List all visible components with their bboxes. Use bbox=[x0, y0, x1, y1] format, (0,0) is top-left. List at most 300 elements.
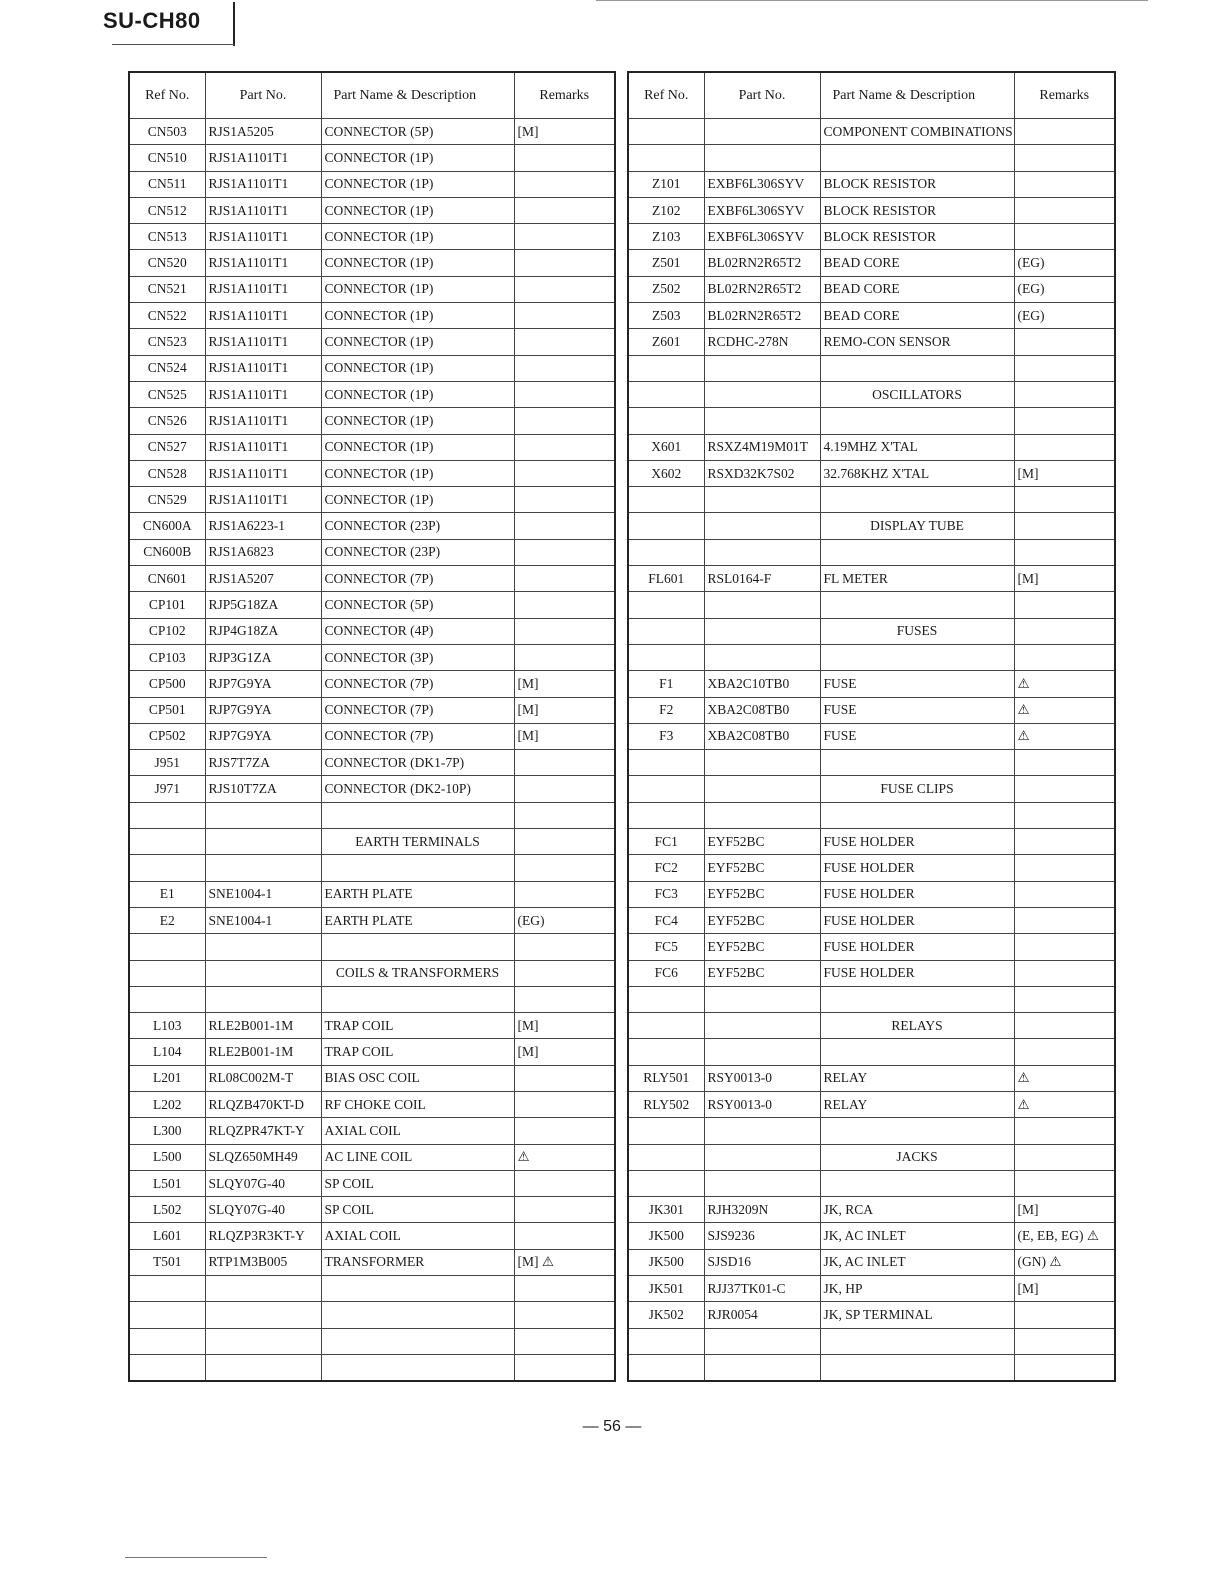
remarks-cell bbox=[1014, 1170, 1115, 1196]
part-cell: RCDHC-278N bbox=[704, 329, 820, 355]
part-cell: RJS1A1101T1 bbox=[205, 460, 321, 486]
desc-cell: BEAD CORE bbox=[820, 303, 1014, 329]
desc-cell: CONNECTOR (1P) bbox=[321, 381, 514, 407]
desc-cell: TRANSFORMER bbox=[321, 1249, 514, 1275]
parts-table-left bbox=[128, 71, 616, 1382]
header-remarks: Remarks bbox=[514, 72, 615, 119]
table-row bbox=[129, 1013, 615, 1039]
desc-cell bbox=[820, 1170, 1014, 1196]
table-row bbox=[129, 1354, 615, 1381]
desc-cell: CONNECTOR (1P) bbox=[321, 250, 514, 276]
desc-cell: CONNECTOR (1P) bbox=[321, 145, 514, 171]
desc-cell: CONNECTOR (7P) bbox=[321, 723, 514, 749]
desc-cell: CONNECTOR (1P) bbox=[321, 276, 514, 302]
model-underline bbox=[112, 44, 234, 45]
table-row bbox=[628, 1354, 1115, 1381]
empty-cell bbox=[628, 513, 704, 539]
remarks-cell bbox=[514, 881, 615, 907]
ref-cell bbox=[129, 1302, 205, 1328]
empty-cell bbox=[704, 618, 820, 644]
empty-cell bbox=[704, 513, 820, 539]
ref-cell bbox=[628, 750, 704, 776]
desc-cell bbox=[820, 592, 1014, 618]
desc-cell: FUSE HOLDER bbox=[820, 907, 1014, 933]
remarks-cell: [M] bbox=[514, 119, 615, 145]
ref-cell: CN512 bbox=[129, 197, 205, 223]
ref-cell bbox=[129, 1328, 205, 1354]
ref-cell: Z102 bbox=[628, 197, 704, 223]
part-cell bbox=[205, 802, 321, 828]
remarks-cell bbox=[1014, 1302, 1115, 1328]
ref-cell: CN601 bbox=[129, 566, 205, 592]
table-row bbox=[129, 1197, 615, 1223]
ref-cell: CN525 bbox=[129, 381, 205, 407]
part-cell bbox=[704, 1039, 820, 1065]
part-cell: RJS1A1101T1 bbox=[205, 355, 321, 381]
empty-cell bbox=[1014, 1013, 1115, 1039]
empty-cell bbox=[704, 776, 820, 802]
ref-cell bbox=[628, 986, 704, 1012]
remarks-cell bbox=[514, 197, 615, 223]
ref-cell: L201 bbox=[129, 1065, 205, 1091]
part-cell: RJP3G1ZA bbox=[205, 644, 321, 670]
desc-cell: CONNECTOR (1P) bbox=[321, 434, 514, 460]
table-row bbox=[628, 697, 1115, 723]
table-row bbox=[628, 723, 1115, 749]
remarks-cell bbox=[1014, 1118, 1115, 1144]
remarks-cell bbox=[1014, 197, 1115, 223]
section-heading: OSCILLATORS bbox=[820, 381, 1014, 407]
desc-cell: CONNECTOR (4P) bbox=[321, 618, 514, 644]
part-cell bbox=[704, 986, 820, 1012]
part-cell: RJS1A5205 bbox=[205, 119, 321, 145]
part-cell: RLQZPR47KT-Y bbox=[205, 1118, 321, 1144]
empty-cell bbox=[1014, 618, 1115, 644]
section-row bbox=[628, 776, 1115, 802]
part-cell bbox=[704, 644, 820, 670]
remarks-cell bbox=[1014, 802, 1115, 828]
remarks-cell: [M] bbox=[514, 1013, 615, 1039]
remarks-cell: [M] bbox=[514, 723, 615, 749]
desc-cell bbox=[820, 1118, 1014, 1144]
table-row bbox=[129, 750, 615, 776]
part-cell: RJS1A1101T1 bbox=[205, 434, 321, 460]
ref-cell bbox=[129, 1354, 205, 1381]
table-row bbox=[628, 1223, 1115, 1249]
remarks-cell bbox=[1014, 539, 1115, 565]
remarks-cell: [M] bbox=[514, 671, 615, 697]
remarks-cell bbox=[1014, 434, 1115, 460]
table-row bbox=[129, 1170, 615, 1196]
desc-cell: BEAD CORE bbox=[820, 276, 1014, 302]
remarks-cell bbox=[1014, 829, 1115, 855]
table-row bbox=[628, 960, 1115, 986]
ref-cell: Z501 bbox=[628, 250, 704, 276]
empty-cell bbox=[628, 119, 704, 145]
part-cell: RJS1A1101T1 bbox=[205, 381, 321, 407]
ref-cell: FC5 bbox=[628, 934, 704, 960]
ref-cell bbox=[129, 934, 205, 960]
ref-cell bbox=[628, 802, 704, 828]
ref-cell bbox=[628, 1354, 704, 1381]
part-cell: EYF52BC bbox=[704, 960, 820, 986]
desc-cell bbox=[820, 986, 1014, 1012]
part-cell: RJP7G9YA bbox=[205, 723, 321, 749]
table-row bbox=[628, 1065, 1115, 1091]
remarks-cell bbox=[1014, 750, 1115, 776]
table-row bbox=[628, 1276, 1115, 1302]
ref-cell: CN510 bbox=[129, 145, 205, 171]
ref-cell bbox=[628, 592, 704, 618]
table-row bbox=[628, 644, 1115, 670]
ref-cell: FC2 bbox=[628, 855, 704, 881]
ref-cell bbox=[628, 1170, 704, 1196]
remarks-cell: [M] bbox=[514, 697, 615, 723]
ref-cell: F1 bbox=[628, 671, 704, 697]
desc-cell bbox=[321, 802, 514, 828]
part-cell bbox=[704, 1354, 820, 1381]
desc-cell: CONNECTOR (7P) bbox=[321, 697, 514, 723]
desc-cell bbox=[820, 355, 1014, 381]
empty-cell bbox=[704, 119, 820, 145]
table-row bbox=[129, 618, 615, 644]
remarks-cell: (GN) ⚠ bbox=[1014, 1249, 1115, 1275]
desc-cell: CONNECTOR (1P) bbox=[321, 303, 514, 329]
desc-cell: JK, AC INLET bbox=[820, 1249, 1014, 1275]
remarks-cell bbox=[514, 618, 615, 644]
ref-cell: CN522 bbox=[129, 303, 205, 329]
part-cell: XBA2C08TB0 bbox=[704, 723, 820, 749]
table-row bbox=[628, 934, 1115, 960]
part-cell bbox=[704, 750, 820, 776]
table-row bbox=[129, 303, 615, 329]
desc-cell: CONNECTOR (1P) bbox=[321, 224, 514, 250]
desc-cell: RF CHOKE COIL bbox=[321, 1091, 514, 1117]
part-cell: RLQZP3R3KT-Y bbox=[205, 1223, 321, 1249]
table-row bbox=[628, 197, 1115, 223]
desc-cell bbox=[321, 1302, 514, 1328]
part-cell: RJS1A1101T1 bbox=[205, 276, 321, 302]
section-row bbox=[628, 1013, 1115, 1039]
remarks-cell bbox=[514, 460, 615, 486]
ref-cell: CN520 bbox=[129, 250, 205, 276]
desc-cell: TRAP COIL bbox=[321, 1039, 514, 1065]
empty-cell bbox=[129, 960, 205, 986]
table-row bbox=[628, 487, 1115, 513]
remarks-cell bbox=[514, 276, 615, 302]
ref-cell bbox=[129, 802, 205, 828]
table-row bbox=[129, 1039, 615, 1065]
table-row bbox=[129, 1276, 615, 1302]
remarks-cell bbox=[514, 592, 615, 618]
section-heading: FUSE CLIPS bbox=[820, 776, 1014, 802]
ref-cell: CN524 bbox=[129, 355, 205, 381]
table-row bbox=[628, 907, 1115, 933]
remarks-cell bbox=[514, 487, 615, 513]
remarks-cell bbox=[1014, 487, 1115, 513]
table-row bbox=[129, 119, 615, 145]
part-cell bbox=[205, 1276, 321, 1302]
part-cell: BL02RN2R65T2 bbox=[704, 276, 820, 302]
desc-cell: CONNECTOR (1P) bbox=[321, 171, 514, 197]
ref-cell bbox=[628, 355, 704, 381]
table-row bbox=[628, 829, 1115, 855]
ref-cell: JK301 bbox=[628, 1197, 704, 1223]
bottom-rule bbox=[125, 1557, 267, 1558]
remarks-cell bbox=[1014, 224, 1115, 250]
remarks-cell bbox=[1014, 171, 1115, 197]
remarks-cell bbox=[514, 224, 615, 250]
empty-cell bbox=[205, 829, 321, 855]
table-row bbox=[129, 329, 615, 355]
desc-cell: SP COIL bbox=[321, 1197, 514, 1223]
header-desc: Part Name & Description bbox=[820, 72, 1014, 119]
ref-cell: E1 bbox=[129, 881, 205, 907]
table-row bbox=[129, 644, 615, 670]
remarks-cell: ⚠ bbox=[1014, 1065, 1115, 1091]
table-row bbox=[628, 250, 1115, 276]
ref-cell: Z101 bbox=[628, 171, 704, 197]
remarks-cell bbox=[514, 1302, 615, 1328]
ref-cell bbox=[628, 1039, 704, 1065]
table-row bbox=[129, 566, 615, 592]
ref-cell: L103 bbox=[129, 1013, 205, 1039]
remarks-cell bbox=[514, 1276, 615, 1302]
desc-cell: EARTH PLATE bbox=[321, 881, 514, 907]
table-row bbox=[628, 276, 1115, 302]
table-row bbox=[129, 1144, 615, 1170]
table-row bbox=[129, 881, 615, 907]
table-row bbox=[129, 171, 615, 197]
ref-cell: L104 bbox=[129, 1039, 205, 1065]
desc-cell: 4.19MHZ X'TAL bbox=[820, 434, 1014, 460]
section-row bbox=[628, 618, 1115, 644]
part-cell: RJS7T7ZA bbox=[205, 750, 321, 776]
desc-cell: EARTH PLATE bbox=[321, 907, 514, 933]
part-cell: BL02RN2R65T2 bbox=[704, 250, 820, 276]
table-row bbox=[628, 460, 1115, 486]
table-row bbox=[628, 1197, 1115, 1223]
table-row bbox=[129, 1065, 615, 1091]
desc-cell: JK, HP bbox=[820, 1276, 1014, 1302]
table-row bbox=[628, 145, 1115, 171]
section-heading: RELAYS bbox=[820, 1013, 1014, 1039]
desc-cell: FUSE HOLDER bbox=[820, 829, 1014, 855]
desc-cell bbox=[321, 986, 514, 1012]
table-row bbox=[628, 592, 1115, 618]
part-cell: RJS1A6223-1 bbox=[205, 513, 321, 539]
remarks-cell bbox=[514, 250, 615, 276]
ref-cell bbox=[129, 1276, 205, 1302]
header-ref: Ref No. bbox=[129, 72, 205, 119]
remarks-cell bbox=[514, 1091, 615, 1117]
remarks-cell: [M] bbox=[1014, 1276, 1115, 1302]
remarks-cell: (EG) bbox=[1014, 276, 1115, 302]
desc-cell bbox=[820, 1354, 1014, 1381]
empty-cell bbox=[514, 829, 615, 855]
table-row bbox=[628, 566, 1115, 592]
part-cell bbox=[704, 1118, 820, 1144]
ref-cell bbox=[129, 855, 205, 881]
table-header bbox=[129, 72, 615, 119]
part-cell bbox=[704, 592, 820, 618]
remarks-cell: ⚠ bbox=[1014, 1091, 1115, 1117]
table-row bbox=[129, 355, 615, 381]
remarks-cell: ⚠ bbox=[514, 1144, 615, 1170]
ref-cell: FC1 bbox=[628, 829, 704, 855]
remarks-cell bbox=[514, 934, 615, 960]
table-row bbox=[129, 671, 615, 697]
part-cell: RJR0054 bbox=[704, 1302, 820, 1328]
empty-cell bbox=[205, 960, 321, 986]
empty-cell bbox=[1014, 1144, 1115, 1170]
remarks-cell bbox=[1014, 934, 1115, 960]
table-row bbox=[129, 539, 615, 565]
table-row bbox=[628, 434, 1115, 460]
table-row bbox=[628, 408, 1115, 434]
table-row bbox=[129, 907, 615, 933]
parts-table-right bbox=[627, 71, 1116, 1382]
header-desc: Part Name & Description bbox=[321, 72, 514, 119]
remarks-cell bbox=[514, 750, 615, 776]
table-row bbox=[628, 224, 1115, 250]
table-row bbox=[129, 1118, 615, 1144]
part-cell: EYF52BC bbox=[704, 907, 820, 933]
table-row bbox=[628, 1302, 1115, 1328]
section-heading: DISPLAY TUBE bbox=[820, 513, 1014, 539]
part-cell: RJS1A1101T1 bbox=[205, 171, 321, 197]
part-cell: RJH3209N bbox=[704, 1197, 820, 1223]
desc-cell: CONNECTOR (1P) bbox=[321, 408, 514, 434]
remarks-cell bbox=[514, 986, 615, 1012]
table-row bbox=[129, 460, 615, 486]
remarks-cell bbox=[514, 855, 615, 881]
table-row bbox=[628, 539, 1115, 565]
ref-cell: CN600A bbox=[129, 513, 205, 539]
ref-cell: T501 bbox=[129, 1249, 205, 1275]
remarks-cell bbox=[514, 644, 615, 670]
remarks-cell bbox=[1014, 1328, 1115, 1354]
remarks-cell: (E, EB, EG) ⚠ bbox=[1014, 1223, 1115, 1249]
table-row bbox=[628, 303, 1115, 329]
part-cell: RJP7G9YA bbox=[205, 697, 321, 723]
ref-cell: RLY501 bbox=[628, 1065, 704, 1091]
table-row bbox=[628, 329, 1115, 355]
remarks-cell: ⚠ bbox=[1014, 671, 1115, 697]
remarks-cell bbox=[514, 1065, 615, 1091]
ref-cell: JK500 bbox=[628, 1249, 704, 1275]
desc-cell: FUSE HOLDER bbox=[820, 934, 1014, 960]
part-cell: SJS9236 bbox=[704, 1223, 820, 1249]
table-row bbox=[129, 697, 615, 723]
remarks-cell: (EG) bbox=[1014, 250, 1115, 276]
ref-cell: CN521 bbox=[129, 276, 205, 302]
table-row bbox=[129, 934, 615, 960]
ref-cell bbox=[628, 1328, 704, 1354]
remarks-cell bbox=[1014, 145, 1115, 171]
remarks-cell bbox=[514, 171, 615, 197]
part-cell: RJS1A1101T1 bbox=[205, 197, 321, 223]
table-row bbox=[129, 276, 615, 302]
desc-cell bbox=[820, 539, 1014, 565]
part-cell: RLE2B001-1M bbox=[205, 1039, 321, 1065]
remarks-cell bbox=[514, 381, 615, 407]
ref-cell: CN529 bbox=[129, 487, 205, 513]
table-row bbox=[628, 1249, 1115, 1275]
remarks-cell: (EG) bbox=[1014, 303, 1115, 329]
table-row bbox=[628, 1170, 1115, 1196]
desc-cell: SP COIL bbox=[321, 1170, 514, 1196]
ref-cell: CP102 bbox=[129, 618, 205, 644]
part-cell: RSXZ4M19M01T bbox=[704, 434, 820, 460]
empty-cell bbox=[628, 776, 704, 802]
part-cell: RSY0013-0 bbox=[704, 1065, 820, 1091]
desc-cell: CONNECTOR (5P) bbox=[321, 592, 514, 618]
table-row bbox=[129, 855, 615, 881]
desc-cell: CONNECTOR (1P) bbox=[321, 487, 514, 513]
part-cell: EXBF6L306SYV bbox=[704, 197, 820, 223]
desc-cell bbox=[820, 487, 1014, 513]
table-row bbox=[129, 723, 615, 749]
part-cell: RJJ37TK01-C bbox=[704, 1276, 820, 1302]
section-heading: EARTH TERMINALS bbox=[321, 829, 514, 855]
part-cell: XBA2C08TB0 bbox=[704, 697, 820, 723]
remarks-cell bbox=[514, 539, 615, 565]
ref-cell: CN526 bbox=[129, 408, 205, 434]
table-row bbox=[129, 1223, 615, 1249]
section-row bbox=[129, 960, 615, 986]
part-cell: BL02RN2R65T2 bbox=[704, 303, 820, 329]
desc-cell: FUSE bbox=[820, 671, 1014, 697]
ref-cell: F2 bbox=[628, 697, 704, 723]
ref-cell: CN528 bbox=[129, 460, 205, 486]
table-row bbox=[129, 592, 615, 618]
table-row bbox=[628, 1118, 1115, 1144]
ref-cell: CP502 bbox=[129, 723, 205, 749]
remarks-cell: (EG) bbox=[514, 907, 615, 933]
ref-cell bbox=[628, 487, 704, 513]
desc-cell: 32.768KHZ X'TAL bbox=[820, 460, 1014, 486]
part-cell: RJP7G9YA bbox=[205, 671, 321, 697]
desc-cell bbox=[321, 855, 514, 881]
table-row bbox=[628, 855, 1115, 881]
remarks-cell bbox=[514, 513, 615, 539]
ref-cell: X602 bbox=[628, 460, 704, 486]
desc-cell: CONNECTOR (3P) bbox=[321, 644, 514, 670]
empty-cell bbox=[704, 1013, 820, 1039]
ref-cell bbox=[129, 986, 205, 1012]
part-cell bbox=[704, 1328, 820, 1354]
part-cell: EYF52BC bbox=[704, 934, 820, 960]
remarks-cell: [M] bbox=[514, 1039, 615, 1065]
ref-cell: L601 bbox=[129, 1223, 205, 1249]
empty-cell bbox=[514, 960, 615, 986]
desc-cell bbox=[321, 1328, 514, 1354]
desc-cell: BLOCK RESISTOR bbox=[820, 224, 1014, 250]
part-cell: EYF52BC bbox=[704, 829, 820, 855]
remarks-cell bbox=[514, 1170, 615, 1196]
ref-cell: L502 bbox=[129, 1197, 205, 1223]
section-heading: COILS & TRANSFORMERS bbox=[321, 960, 514, 986]
table-row bbox=[129, 408, 615, 434]
desc-cell bbox=[820, 750, 1014, 776]
desc-cell: CONNECTOR (23P) bbox=[321, 513, 514, 539]
model-divider bbox=[233, 2, 235, 46]
ref-cell: RLY502 bbox=[628, 1091, 704, 1117]
ref-cell: Z502 bbox=[628, 276, 704, 302]
ref-cell: CP103 bbox=[129, 644, 205, 670]
empty-cell bbox=[628, 1013, 704, 1039]
